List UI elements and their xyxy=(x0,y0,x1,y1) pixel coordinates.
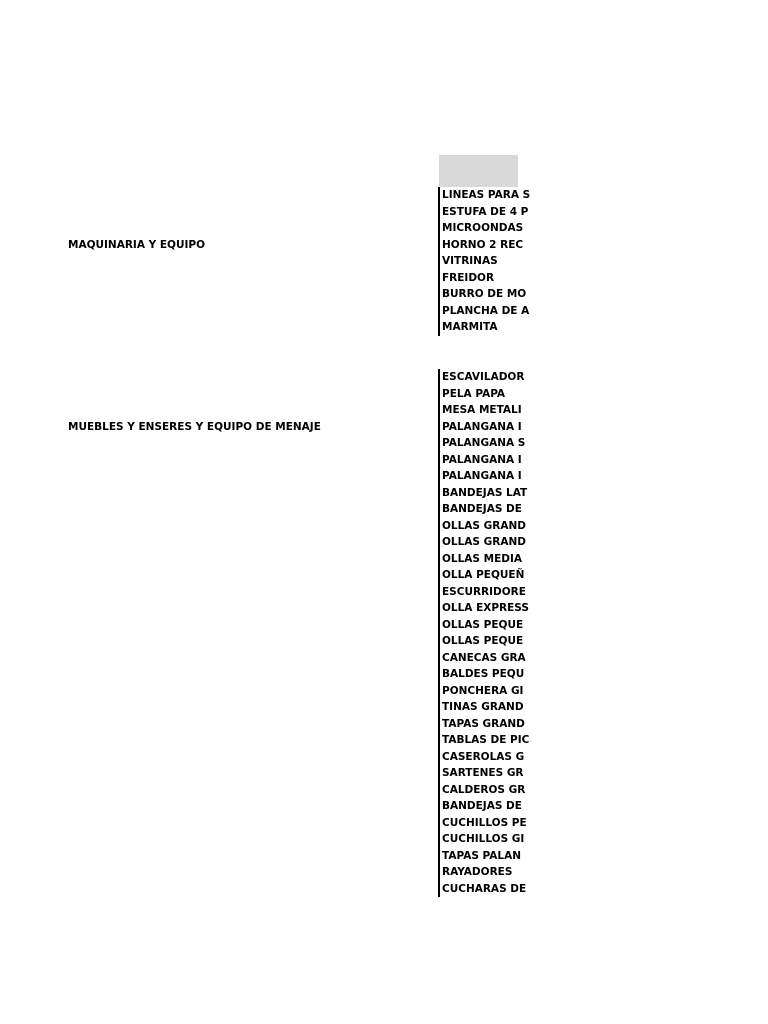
machinery-item-list xyxy=(438,187,531,336)
list-item: CALDEROS GR xyxy=(442,783,526,796)
list-item: ESCAVILADOR xyxy=(442,371,525,383)
list-item: RAYADORES xyxy=(442,866,513,878)
list-item: PELA PAPA xyxy=(442,387,506,400)
list-item: CUCHARAS DE xyxy=(442,882,527,895)
list-item: OLLAS GRAND xyxy=(442,536,526,548)
list-item: HORNO 2 REC xyxy=(442,238,524,251)
list-item: PALANGANA I xyxy=(442,470,522,482)
list-item: PALANGANA I xyxy=(442,420,522,433)
list-item: ESTUFA DE 4 P xyxy=(442,205,529,218)
furniture-item-list xyxy=(438,369,530,897)
list-item: OLLAS MEDIA xyxy=(442,552,523,565)
list-item: PONCHERA GI xyxy=(442,684,524,697)
list-item: FREIDOR xyxy=(442,271,495,284)
list-item: TAPAS GRAND xyxy=(442,717,525,730)
list-item: PLANCHA DE A xyxy=(442,304,530,317)
category-label-furniture: MUEBLES Y ENSERES Y EQUIPO DE MENAJE xyxy=(68,421,321,433)
list-item: CUCHILLOS PE xyxy=(442,816,527,829)
list-item: VITRINAS xyxy=(442,255,498,267)
list-item: MARMITA xyxy=(442,321,498,333)
list-item: OLLAS GRAND xyxy=(442,519,526,532)
category-label-machinery: MAQUINARIA Y EQUIPO xyxy=(68,239,206,251)
list-item: OLLAS PEQUE xyxy=(442,635,524,647)
list-item: CUCHILLOS GI xyxy=(442,833,525,845)
list-item: OLLAS PEQUE xyxy=(442,618,524,631)
list-item: MICROONDAS xyxy=(442,222,524,234)
list-item: CASEROLAS G xyxy=(442,750,525,763)
list-item: OLLA EXPRESS xyxy=(442,602,529,614)
list-item: BURRO DE MO xyxy=(442,288,527,300)
list-item: TINAS GRAND xyxy=(442,701,524,713)
list-item: PALANGANA S xyxy=(442,437,526,449)
list-item: ESCURRIDORE xyxy=(442,585,526,598)
list-item: LINEAS PARA S xyxy=(442,189,531,201)
list-item: MESA METALI xyxy=(442,404,522,416)
list-item: TABLAS DE PIC xyxy=(442,734,530,746)
list-item: TAPAS PALAN xyxy=(442,849,522,862)
list-item: CANECAS GRA xyxy=(442,651,526,664)
list-item: BALDES PEQU xyxy=(442,668,525,680)
list-item: PALANGANA I xyxy=(442,453,522,466)
list-item: BANDEJAS DE xyxy=(442,800,522,812)
list-item: SARTENES GR xyxy=(442,767,524,779)
column-header-cell xyxy=(439,155,518,187)
list-item: BANDEJAS DE xyxy=(442,503,522,515)
list-item: OLLA PEQUEÑ xyxy=(442,569,525,581)
list-item: BANDEJAS LAT xyxy=(442,486,528,499)
